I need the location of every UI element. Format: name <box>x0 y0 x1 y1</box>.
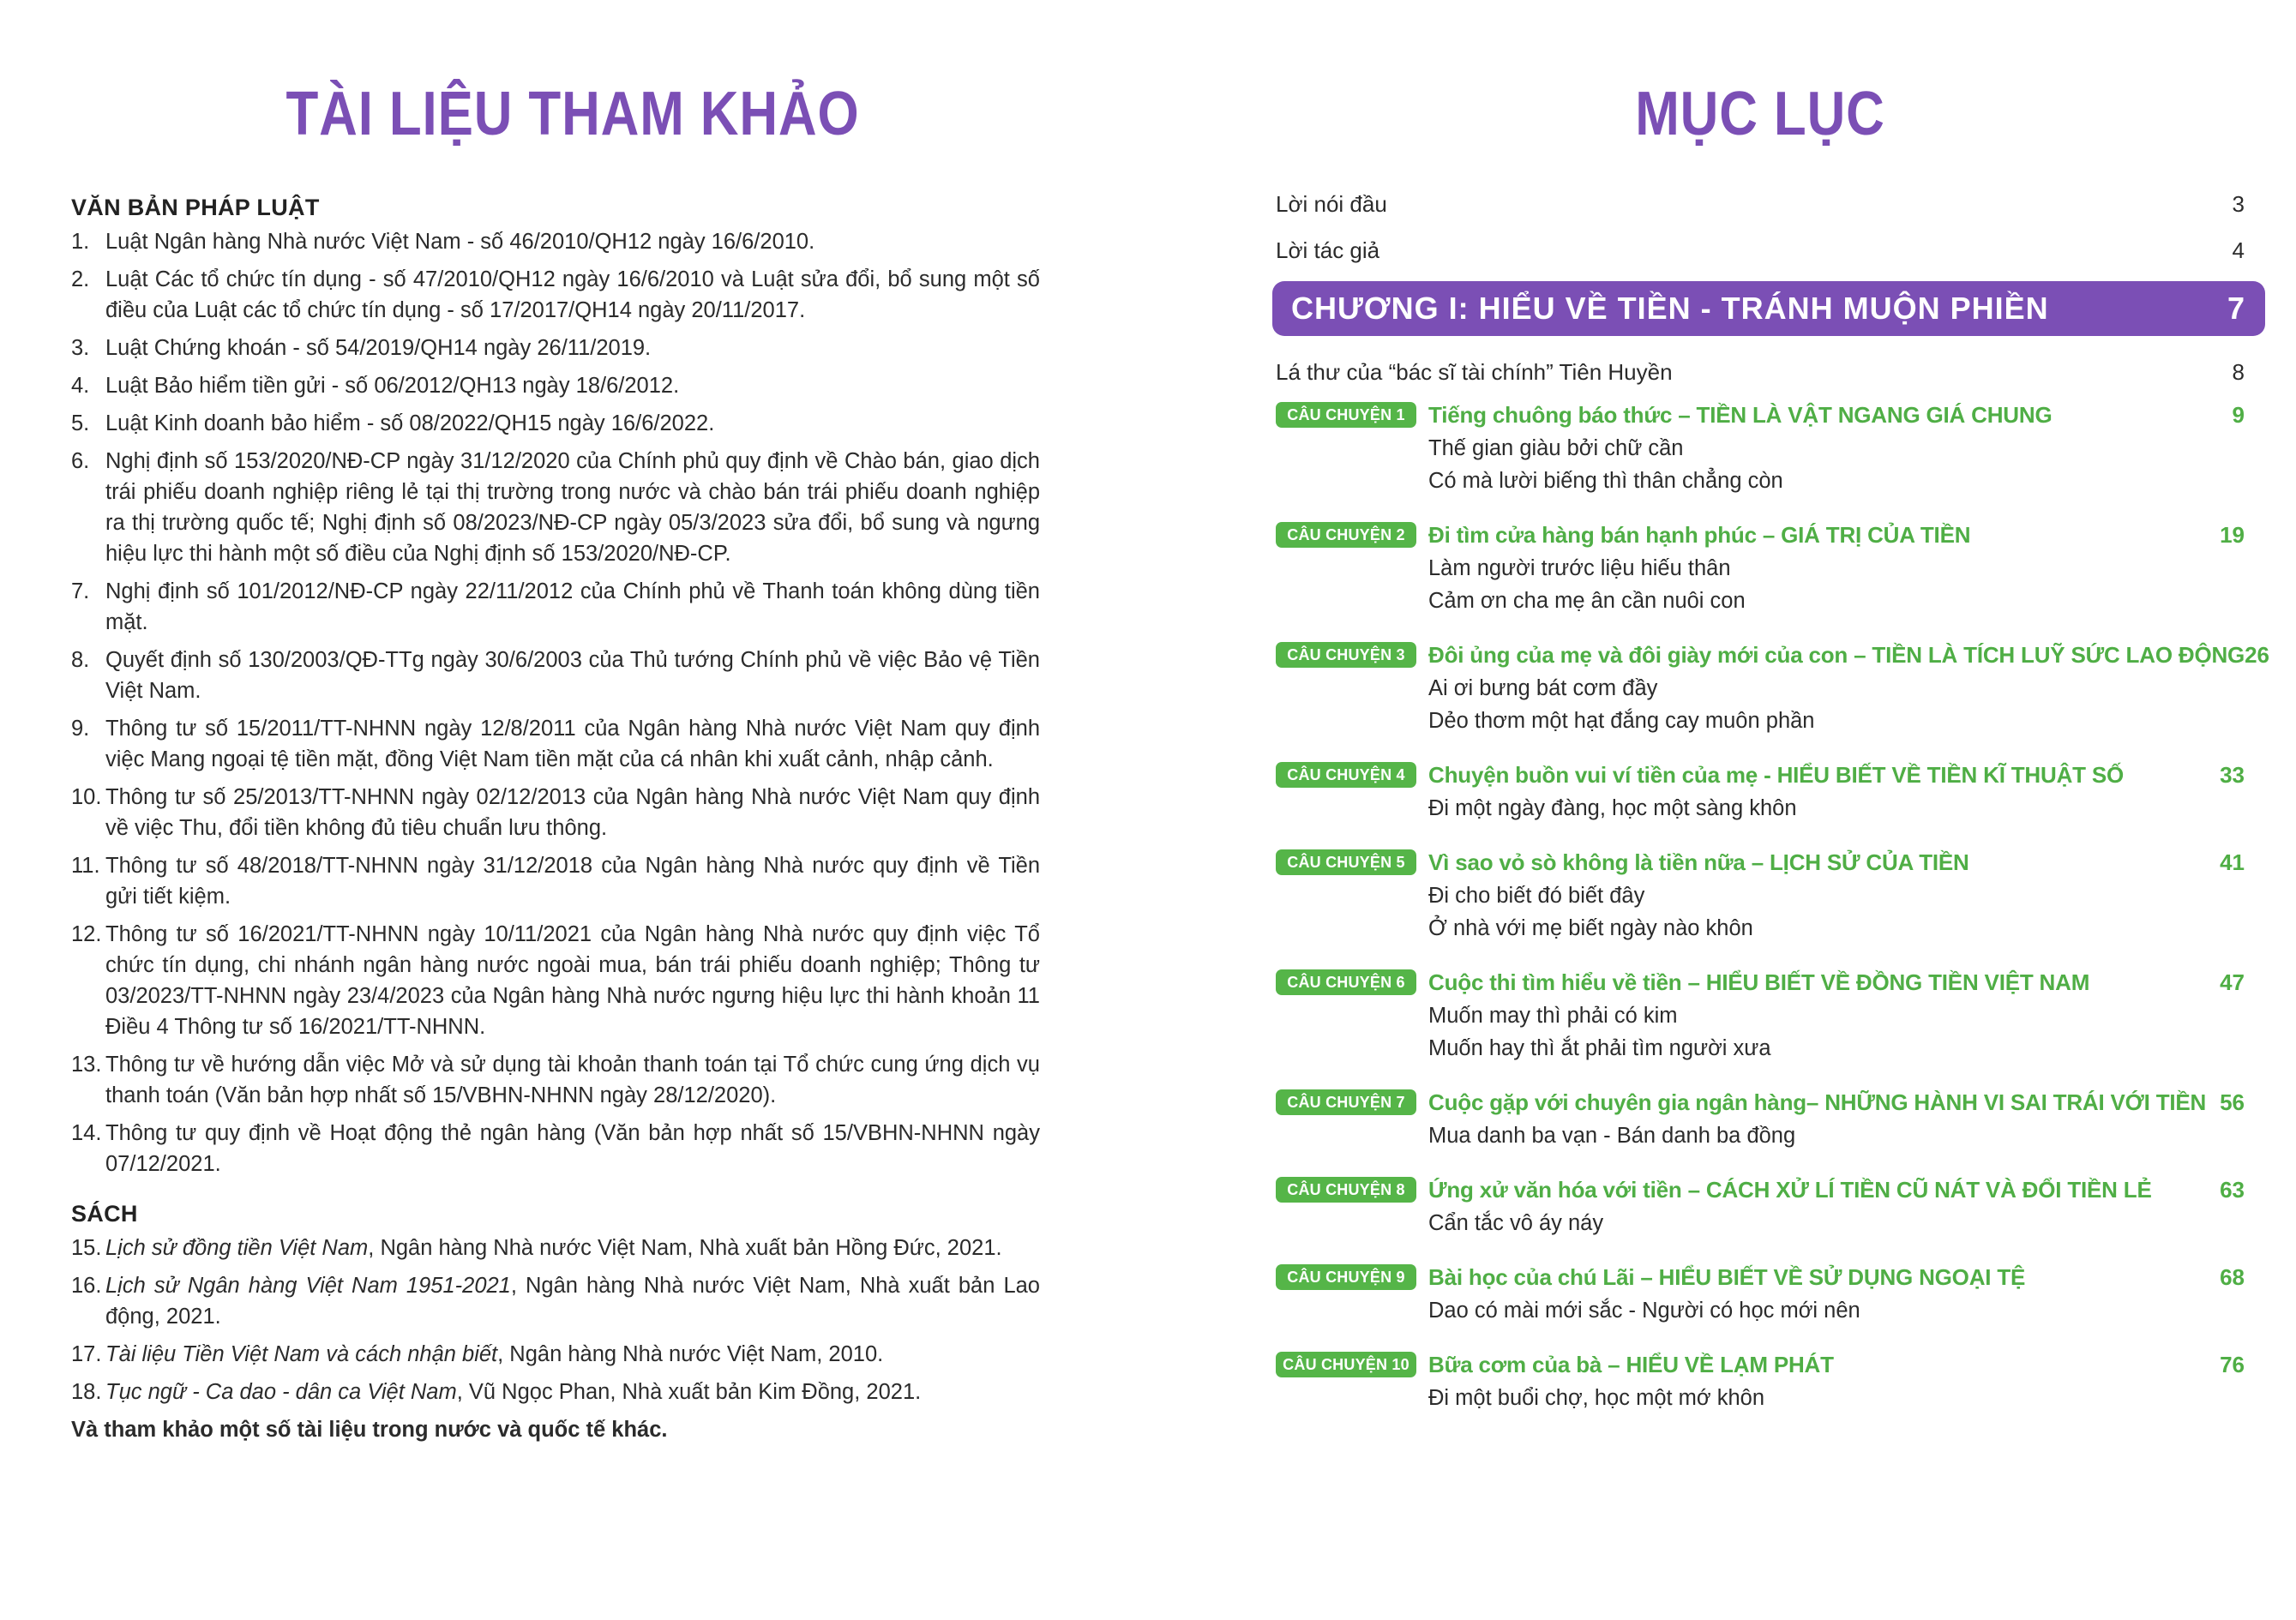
reference-number: 2. <box>71 267 90 291</box>
story-title: Chuyện buồn vui ví tiền của mẹ - HIỂU BIẾT VỀ TIỀN KĨ THUẬT SỐ <box>1428 761 2125 788</box>
reference-number: 4. <box>71 374 90 398</box>
book-title: Tục ngữ - Ca dao - dân ca Việt Nam <box>105 1380 457 1404</box>
book-details: , Ngân hàng Nhà nước Việt Nam, Nhà xuất bản Hồng Đức, 2021. <box>368 1236 1002 1260</box>
story-page: 9 <box>2232 401 2245 428</box>
story-entry[interactable] <box>1276 1173 2245 1239</box>
closing-note: Và tham khảo một số tài liệu trong nước và quốc tế khác. <box>71 1418 668 1442</box>
story-page: 47 <box>2220 969 2245 995</box>
story-header <box>1276 1260 2245 1294</box>
story-proverb-line: Đi cho biết đó biết đây <box>1428 884 1645 908</box>
story-header <box>1276 758 2245 792</box>
story-badge: CÂU CHUYỆN 1 <box>1276 402 1416 428</box>
reference-item <box>71 226 1040 257</box>
story-page: 33 <box>2220 761 2245 788</box>
story-proverb-line: Làm người trước liệu hiếu thân <box>1428 556 1731 580</box>
reference-text: Thông tư số 48/2018/TT-NHNN ngày 31/12/2018 của Ngân hàng Nhà nước quy định về Tiền gửi tiết kiệm. <box>105 854 1040 909</box>
book-details: , Ngân hàng Nhà nước Việt Nam, 2010. <box>497 1342 884 1366</box>
toc-title: MỤC LỤC <box>1635 80 1885 148</box>
reference-number: 14. <box>71 1121 102 1145</box>
story-badge: CÂU CHUYỆN 8 <box>1276 1177 1416 1203</box>
story-proverb-line: Muốn may thì phải có kim <box>1428 1004 1678 1028</box>
reference-text: Thông tư số 25/2013/TT-NHNN ngày 02/12/2013 của Ngân hàng Nhà nước Việt Nam quy định về việc Thu, đổi tiền không đủ tiêu chuẩn lưu thông. <box>105 785 1040 840</box>
reference-item <box>71 1339 1040 1370</box>
reference-item <box>71 264 1040 326</box>
reference-number: 9. <box>71 717 90 741</box>
story-title: Tiếng chuông báo thức – TIỀN LÀ VẬT NGANG GIÁ CHUNG <box>1428 401 2053 428</box>
story-proverb-line: Dẻo thơm một hạt đắng cay muôn phần <box>1428 709 1815 733</box>
story-header <box>1276 1173 2245 1207</box>
book-title: Tài liệu Tiền Việt Nam và cách nhận biết <box>105 1342 498 1366</box>
toc-entry-letter[interactable] <box>1276 357 2245 387</box>
story-badge: CÂU CHUYỆN 6 <box>1276 969 1416 995</box>
story-badge: CÂU CHUYỆN 5 <box>1276 849 1416 875</box>
reference-text: Luật Các tổ chức tín dụng - số 47/2010/QH12 ngày 16/6/2010 và Luật sửa đổi, bổ sung một số điều của Luật các tổ chức tín dụng - số 17/2017/QH14 ngày 20/11/2017. <box>105 267 1040 322</box>
reference-number: 15. <box>71 1236 102 1260</box>
story-entry[interactable] <box>1276 1085 2245 1152</box>
story-proverb-line: Có mà lười biếng thì thân chẳng còn <box>1428 469 1783 493</box>
story-header <box>1276 638 2269 672</box>
story-page: 19 <box>2220 521 2245 548</box>
story-proverb-line: Dao có mài mới sắc - Người có học mới nên <box>1428 1299 1860 1323</box>
toc-entry-label: Lời tác giả <box>1276 237 1380 263</box>
toc-entry-label: Lá thư của “bác sĩ tài chính” Tiên Huyền <box>1276 359 1673 385</box>
reference-number: 1. <box>71 230 90 254</box>
reference-item <box>71 576 1040 638</box>
reference-item <box>71 713 1040 775</box>
reference-number: 10. <box>71 785 102 809</box>
reference-text: Thông tư quy định về Hoạt động thẻ ngân hàng (Văn bản hợp nhất số 15/VBHN-NHNN ngày 07/12/2021. <box>105 1121 1040 1176</box>
toc-entry-author-note[interactable] <box>1276 235 2245 266</box>
story-entry[interactable] <box>1276 845 2245 945</box>
reference-item <box>71 446 1040 569</box>
reference-item <box>71 408 1040 439</box>
reference-item <box>71 850 1040 912</box>
legal-docs-list <box>71 226 1040 1179</box>
story-entry[interactable] <box>1276 965 2245 1065</box>
toc-entry-page: 3 <box>2232 191 2245 217</box>
reference-number: 3. <box>71 336 90 360</box>
toc-entry-label: Lời nói đầu <box>1276 191 1387 217</box>
story-badge: CÂU CHUYỆN 7 <box>1276 1089 1416 1115</box>
story-proverb-line: Ở nhà với mẹ biết ngày nào khôn <box>1428 916 1753 940</box>
stories-list <box>1276 398 2269 1414</box>
story-proverb-line: Mua danh ba vạn - Bán danh ba đồng <box>1428 1124 1796 1148</box>
reference-item <box>71 645 1040 706</box>
story-header <box>1276 845 2245 879</box>
references-title: TÀI LIỆU THAM KHẢO <box>285 80 860 148</box>
references-page <box>71 77 1040 1445</box>
toc-entry-preface[interactable] <box>1276 189 2245 219</box>
story-proverb-line: Cảm ơn cha mẹ ân cần nuôi con <box>1428 589 1746 613</box>
reference-text: Thông tư số 15/2011/TT-NHNN ngày 12/8/2011 của Ngân hàng Nhà nước Việt Nam quy định việc Mang ngoại tệ tiền mặt, đồng Việt Nam tiền mặt của cá nhân khi xuất cảnh, nhập cảnh. <box>105 717 1040 771</box>
story-page: 68 <box>2220 1263 2245 1290</box>
story-entry[interactable] <box>1276 518 2245 617</box>
story-title: Ứng xử văn hóa với tiền – CÁCH XỬ LÍ TIỀN CŨ NÁT VÀ ĐỔI TIỀN LẺ <box>1428 1176 2152 1203</box>
story-entry[interactable] <box>1276 398 2245 497</box>
story-proverb-line: Cẩn tắc vô áy náy <box>1428 1211 1604 1235</box>
toc-entry-page: 4 <box>2232 237 2245 263</box>
story-title: Đôi ủng của mẹ và đôi giày mới của con – TIỀN LÀ TÍCH LUỸ SỨC LAO ĐỘNG <box>1428 641 2245 668</box>
story-header <box>1276 1347 2245 1382</box>
reference-text: Nghị định số 101/2012/NĐ-CP ngày 22/11/2012 của Chính phủ về Thanh toán không dùng tiền mặt. <box>105 579 1040 634</box>
reference-text: Luật Kinh doanh bảo hiểm - số 08/2022/QH15 ngày 16/6/2022. <box>105 411 715 435</box>
book-title: Lịch sử Ngân hàng Việt Nam 1951-2021 <box>105 1274 511 1298</box>
story-entry[interactable] <box>1276 1260 2245 1327</box>
story-entry[interactable] <box>1276 638 2269 737</box>
book-details: , Ngân hàng Nhà nước Việt Nam, Nhà xuất bản Lao động, 2021. <box>105 1274 1040 1329</box>
story-proverb-line: Thế gian giàu bởi chữ cần <box>1428 436 1684 460</box>
reference-item <box>71 370 1040 401</box>
story-page: 56 <box>2220 1089 2245 1115</box>
reference-item <box>71 1377 1040 1407</box>
reference-item <box>71 1233 1040 1263</box>
reference-text: Thông tư số 16/2021/TT-NHNN ngày 10/11/2021 của Ngân hàng Nhà nước quy định việc Tổ chức tín dụng, chi nhánh ngân hàng nước ngoài mua, bán trái phiếu doanh nghiệp; Thông tư 03/2023/TT-NHNN ngày 23/4/2023 của Ngân hàng Nhà nước ngưng hiệu lực thi hành khoản 11 Điều 4 Thông tư số 16/2021/TT-NHNN. <box>105 922 1040 1039</box>
story-page: 63 <box>2220 1176 2245 1203</box>
reference-text: Luật Chứng khoán - số 54/2019/QH14 ngày 26/11/2019. <box>105 336 652 360</box>
story-title: Bài học của chú Lãi – HIỂU BIẾT VỀ SỬ DỤNG NGOẠI TỆ <box>1428 1263 2026 1290</box>
book-title: Lịch sử đồng tiền Việt Nam <box>105 1236 369 1260</box>
reference-item <box>71 1270 1040 1332</box>
reference-text: Luật Bảo hiểm tiền gửi - số 06/2012/QH13 ngày 18/6/2012. <box>105 374 680 398</box>
story-header <box>1276 1085 2245 1119</box>
story-proverb-line: Ai ơi bưng bát cơm đầy <box>1428 676 1658 700</box>
reference-text: Luật Ngân hàng Nhà nước Việt Nam - số 46/2010/QH12 ngày 16/6/2010. <box>105 230 815 254</box>
story-proverb-line: Đi một buổi chợ, học một mớ khôn <box>1428 1386 1765 1410</box>
story-header <box>1276 965 2245 999</box>
reference-text: Nghị định số 153/2020/NĐ-CP ngày 31/12/2020 của Chính phủ quy định về Chào bán, giao dịch trái phiếu doanh nghiệp riêng lẻ tại thị trường trong nước và chào bán trái phiếu doanh nghiệp ra thị trường quốc tế; Nghị định số 08/2023/NĐ-CP ngày 05/3/2023 sửa đổi, bổ sung và ngưng hiệu lực thi hành một số điều của Nghị định số 153/2020/NĐ-CP. <box>105 449 1040 566</box>
story-badge: CÂU CHUYỆN 3 <box>1276 642 1416 668</box>
reference-text: Thông tư về hướng dẫn việc Mở và sử dụng tài khoản thanh toán tại Tổ chức cung ứng dịch vụ thanh toán (Văn bản hợp nhất số 15/VBHN-NHNN ngày 28/12/2020). <box>105 1053 1040 1107</box>
story-title: Vì sao vỏ sò không là tiền nữa – LỊCH SỬ CỦA TIỀN <box>1428 849 1969 875</box>
story-badge: CÂU CHUYỆN 9 <box>1276 1264 1416 1290</box>
story-title: Cuộc thi tìm hiểu về tiền – HIỂU BIẾT VỀ ĐỒNG TIỀN VIỆT NAM <box>1428 969 2090 995</box>
story-title: Bữa cơm của bà – HIỂU VỀ LẠM PHÁT <box>1428 1351 1834 1377</box>
story-entry[interactable] <box>1276 1347 2245 1414</box>
legal-docs-heading: VĂN BẢN PHÁP LUẬT <box>71 195 320 220</box>
reference-number: 13. <box>71 1053 102 1077</box>
story-entry[interactable] <box>1276 758 2245 825</box>
chapter-1-bar[interactable] <box>1272 281 2265 336</box>
story-badge: CÂU CHUYỆN 2 <box>1276 522 1416 548</box>
reference-number: 18. <box>71 1380 102 1404</box>
story-proverb-line: Đi một ngày đàng, học một sàng khôn <box>1428 796 1797 820</box>
reference-number: 7. <box>71 579 90 603</box>
story-title: Đi tìm cửa hàng bán hạnh phúc – GIÁ TRỊ CỦA TIỀN <box>1428 521 1971 548</box>
reference-item <box>71 1118 1040 1179</box>
story-badge: CÂU CHUYỆN 10 <box>1276 1352 1416 1377</box>
reference-number: 11. <box>71 854 100 878</box>
story-page: 41 <box>2220 849 2245 875</box>
books-list <box>71 1233 1040 1407</box>
toc-page <box>1276 77 2269 1435</box>
story-badge: CÂU CHUYỆN 4 <box>1276 762 1416 788</box>
reference-item <box>71 333 1040 363</box>
reference-number: 16. <box>71 1274 102 1298</box>
reference-text: Quyết định số 130/2003/QĐ-TTg ngày 30/6/2003 của Thủ tướng Chính phủ về việc Bảo vệ Tiền Việt Nam. <box>105 648 1040 703</box>
story-proverb-line: Muốn hay thì ắt phải tìm người xưa <box>1428 1036 1771 1060</box>
story-title: Cuộc gặp với chuyên gia ngân hàng– NHỮNG HÀNH VI SAI TRÁI VỚI TIỀN <box>1428 1089 2207 1115</box>
reference-number: 17. <box>71 1342 102 1366</box>
reference-item <box>71 919 1040 1042</box>
reference-item <box>71 1049 1040 1111</box>
story-header <box>1276 398 2245 432</box>
story-page: 76 <box>2220 1351 2245 1377</box>
book-details: , Vũ Ngọc Phan, Nhà xuất bản Kim Đồng, 2021. <box>456 1380 922 1404</box>
books-heading: SÁCH <box>71 1201 138 1227</box>
reference-number: 12. <box>71 922 102 946</box>
toc-entry-page: 8 <box>2232 359 2245 385</box>
chapter-title: CHƯƠNG I: HIỂU VỀ TIỀN - TRÁNH MUỘN PHIỀN <box>1291 291 2049 326</box>
reference-number: 8. <box>71 648 90 672</box>
story-page: 26 <box>2245 641 2269 668</box>
reference-number: 5. <box>71 411 90 435</box>
chapter-page: 7 <box>2227 291 2245 326</box>
reference-number: 6. <box>71 449 90 473</box>
story-header <box>1276 518 2245 552</box>
reference-item <box>71 782 1040 843</box>
